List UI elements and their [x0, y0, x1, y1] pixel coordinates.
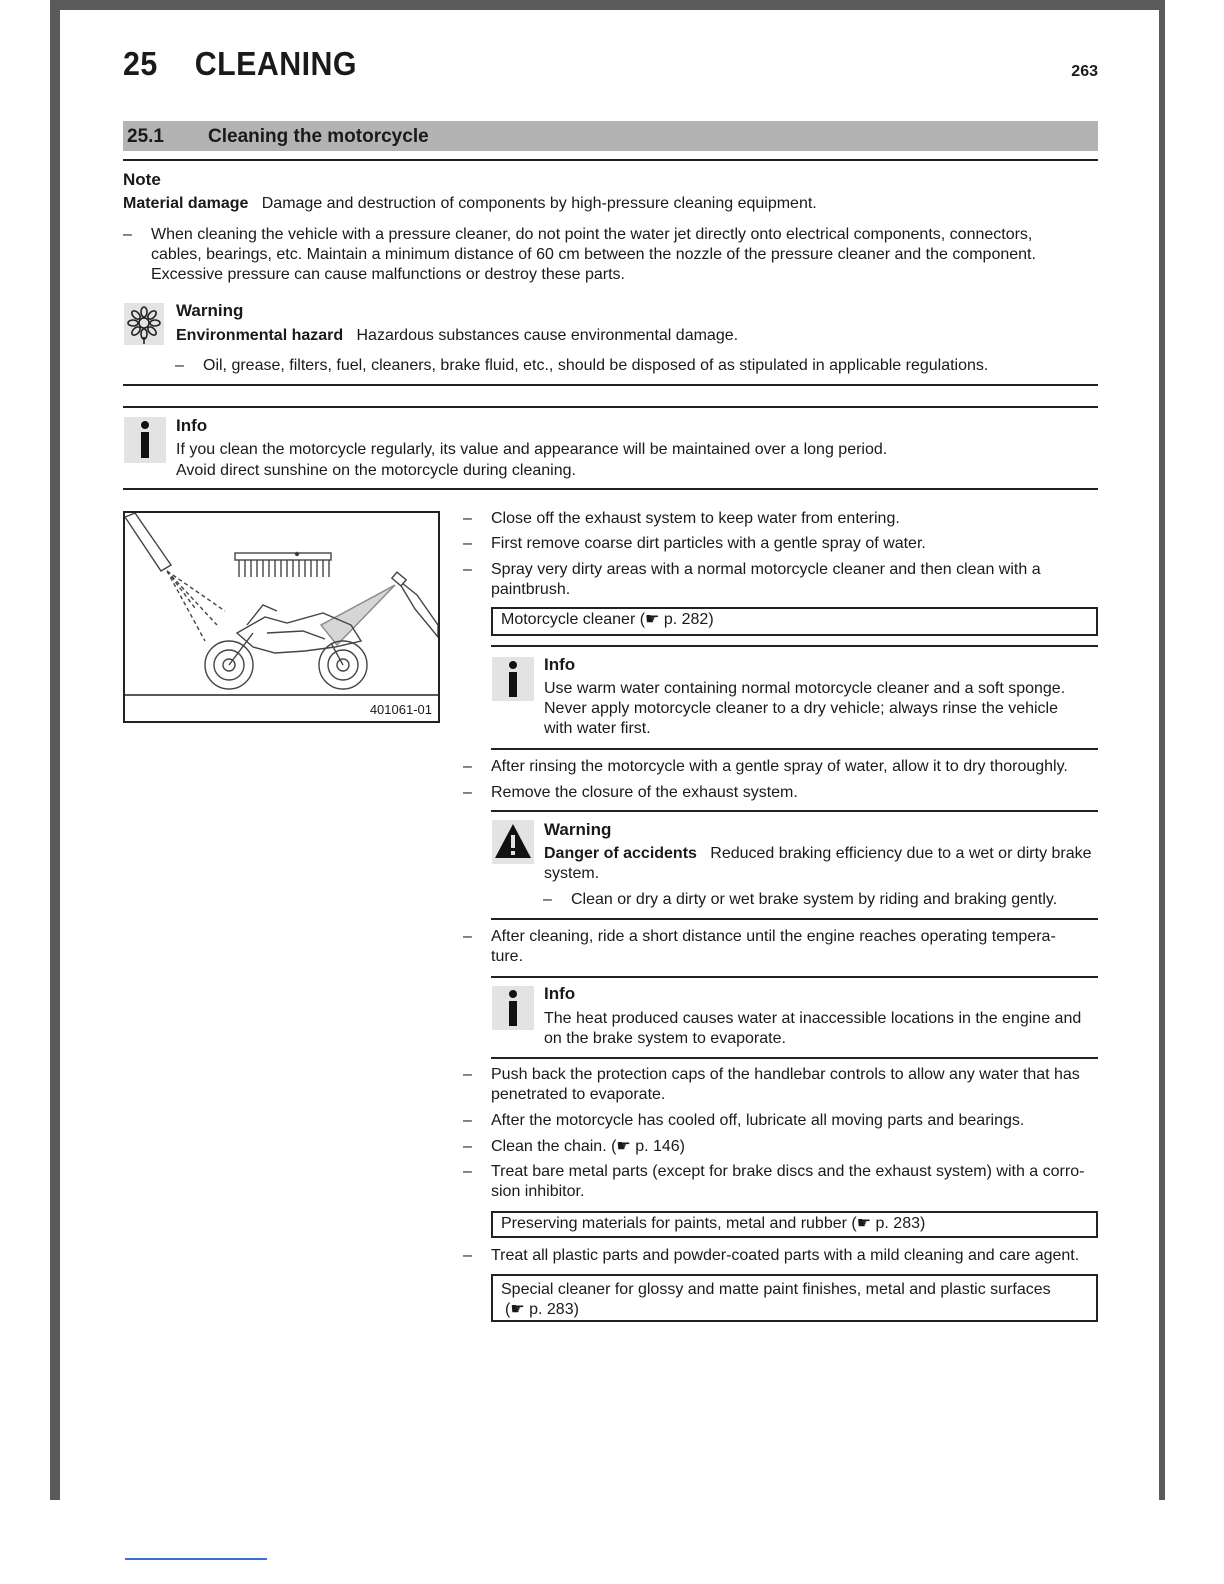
warning-icon-box [492, 820, 534, 864]
step-text-line: ture. [491, 948, 524, 965]
dash-marker: – [463, 758, 472, 775]
viewer-frame-right [1159, 0, 1165, 1500]
dash-marker: – [463, 561, 472, 578]
ref-label-cont [501, 1300, 1088, 1320]
info-text-line: with water first. [544, 720, 651, 737]
step-text-line: Push back the protection caps of the handlebar controls to allow any water that has [491, 1066, 1080, 1083]
brake-warning-label: Danger of accidents [544, 845, 697, 862]
step-text: After the motorcycle has cooled off, lubricate all moving parts and bearings. [491, 1112, 1025, 1129]
note-item-line: Excessive pressure can cause malfunctions or destroy these parts. [151, 266, 625, 283]
info-text-line: Avoid direct sunshine on the motorcycle during cleaning. [176, 462, 576, 479]
footer-link-underline[interactable] [125, 1558, 267, 1560]
brake-warning-line [544, 844, 1092, 864]
step-text: Remove the closure of the exhaust system. [491, 784, 798, 801]
step-text-line: paintbrush. [491, 581, 571, 598]
dash-marker: – [463, 1247, 472, 1264]
note-heading: Note [123, 170, 161, 189]
env-warning-heading: Warning [176, 301, 244, 320]
env-warning-line [176, 326, 738, 346]
divider [491, 918, 1098, 920]
section-number: 25.1 [127, 126, 164, 147]
chapter-heading [123, 45, 357, 83]
dash-marker: – [463, 1066, 472, 1083]
step-text-line: After cleaning, ride a short distance until the engine reaches operating tempera- [491, 928, 1056, 945]
step-item [463, 783, 798, 803]
ref-preserving-materials[interactable] [491, 1211, 1098, 1238]
brake-warning-item-text: Clean or dry a dirty or wet brake system by riding and braking gently. [571, 891, 1058, 908]
divider [123, 488, 1098, 490]
step-item [463, 1065, 1080, 1105]
env-warning-item-text: Oil, grease, filters, fuel, cleaners, brake fluid, etc., should be disposed of as stipulated in applicable regulations. [203, 357, 989, 374]
info-text-line: on the brake system to evaporate. [544, 1030, 786, 1047]
ref-label: Special cleaner for glossy and matte paint finishes, metal and plastic surfaces [501, 1281, 1051, 1298]
env-warning-text: Hazardous substances cause environmental damage. [356, 327, 739, 344]
brake-warning-text-cont: system. [544, 865, 600, 882]
dash-marker: – [175, 357, 184, 374]
figure-id: 401061-01 [369, 702, 432, 717]
dash-marker: – [463, 1112, 472, 1129]
info-icon [492, 986, 534, 1030]
step-text: First remove coarse dirt particles with a gentle spray of water. [491, 535, 926, 552]
dash-marker: – [463, 1163, 472, 1180]
step-text: Clean the chain. ( [491, 1138, 617, 1155]
ref-open: ( [505, 1301, 511, 1318]
flower-icon [124, 303, 164, 345]
page-number: 263 [1071, 63, 1098, 80]
ref-motorcycle-cleaner[interactable] [491, 607, 1098, 636]
note-line [123, 194, 817, 214]
divider [491, 976, 1098, 978]
env-warning-item [175, 356, 989, 376]
step-item [463, 560, 1041, 600]
info-text-line: Never apply motorcycle cleaner to a dry vehicle; always rinse the vehicle [544, 700, 1059, 717]
viewer-frame-left [50, 0, 60, 1500]
warning-triangle-icon [492, 820, 534, 864]
step-item [463, 1111, 1025, 1131]
dash-marker: – [543, 891, 552, 908]
brake-warning-heading: Warning [544, 820, 612, 839]
info-icon-box [492, 657, 534, 701]
note-label: Material damage [123, 195, 249, 212]
info-text-line: The heat produced causes water at inaccessible locations in the engine and [544, 1010, 1082, 1027]
viewer-frame-top [50, 0, 1165, 10]
section-heading-bar [123, 121, 1098, 151]
step-text: Close off the exhaust system to keep water from entering. [491, 510, 900, 527]
step-text: After rinsing the motorcycle with a gentle spray of water, allow it to dry thoroughly. [491, 758, 1068, 775]
info-text-line: Use warm water containing normal motorcycle cleaner and a soft sponge. [544, 680, 1066, 697]
env-warning-label: Environmental hazard [176, 327, 344, 344]
pointing-hand-icon: ☛ [645, 611, 660, 628]
divider [123, 159, 1098, 161]
pointing-hand-icon: ☛ [510, 1301, 525, 1318]
ref-special-cleaner[interactable] [491, 1274, 1098, 1322]
info-heading: Info [544, 984, 576, 1003]
divider [491, 645, 1098, 647]
brake-warning-item [543, 890, 1058, 910]
note-item-line: cables, bearings, etc. Maintain a minimum distance of 60 cm between the nozzle of the pressure cleaner and the component. [151, 246, 1036, 263]
step-item [463, 509, 900, 529]
divider [123, 406, 1098, 408]
info-heading: Info [544, 655, 576, 674]
dash-marker: – [463, 784, 472, 801]
step-text-line: penetrated to evaporate. [491, 1086, 666, 1103]
info-heading: Info [176, 416, 208, 435]
pointing-hand-icon: ☛ [856, 1215, 872, 1232]
info-icon-box [492, 986, 534, 1030]
info-text-line: If you clean the motorcycle regularly, its value and appearance will be maintained over a long period. [176, 441, 888, 458]
chapter-title: CLEANING [194, 45, 357, 82]
step-item [463, 1137, 686, 1157]
divider [491, 810, 1098, 812]
step-item [463, 534, 926, 554]
info-icon-box [124, 417, 166, 463]
step-item [463, 757, 1068, 777]
divider [491, 748, 1098, 750]
step-text-line: Treat bare metal parts (except for brake discs and the exhaust system) with a corro- [491, 1163, 1085, 1180]
section-title: Cleaning the motorcycle [208, 126, 429, 147]
note-text: Damage and destruction of components by high-pressure cleaning equipment. [261, 195, 817, 212]
dash-marker: – [463, 1138, 472, 1155]
environment-icon [124, 303, 164, 345]
pointing-hand-icon: ☛ [616, 1138, 631, 1155]
brake-warning-text: Reduced braking efficiency due to a wet or dirty brake [710, 845, 1092, 862]
dash-marker: – [463, 510, 472, 527]
step-text-line: sion inhibitor. [491, 1183, 585, 1200]
step-text: Treat all plastic parts and powder-coated parts with a mild cleaning and care agent. [491, 1247, 1080, 1264]
dash-marker: – [463, 928, 472, 945]
step-item [463, 1246, 1080, 1266]
divider [123, 384, 1098, 386]
chain-page-link[interactable]: p. 146) [630, 1138, 686, 1155]
info-icon [492, 657, 534, 701]
ref-page: p. 282) [659, 611, 714, 628]
ref-page: p. 283) [871, 1215, 926, 1232]
step-item [463, 927, 1056, 967]
info-icon [124, 417, 166, 463]
note-item-line: When cleaning the vehicle with a pressure cleaner, do not point the water jet directly onto electrical components, connectors, [151, 226, 1033, 243]
chapter-number: 25 [123, 45, 158, 82]
cleaning-illustration [123, 511, 440, 723]
dash-marker: – [463, 535, 472, 552]
ref-label: Motorcycle cleaner ( [501, 611, 646, 628]
ref-page: p. 283) [524, 1301, 579, 1318]
note-item [123, 225, 1081, 285]
step-text-line: Spray very dirty areas with a normal motorcycle cleaner and then clean with a [491, 561, 1041, 578]
divider [491, 1057, 1098, 1059]
motorcycle-cleaning-drawing [125, 513, 438, 721]
ref-label: Preserving materials for paints, metal and rubber ( [501, 1215, 857, 1232]
step-item [463, 1162, 1085, 1202]
dash-marker: – [123, 226, 132, 243]
